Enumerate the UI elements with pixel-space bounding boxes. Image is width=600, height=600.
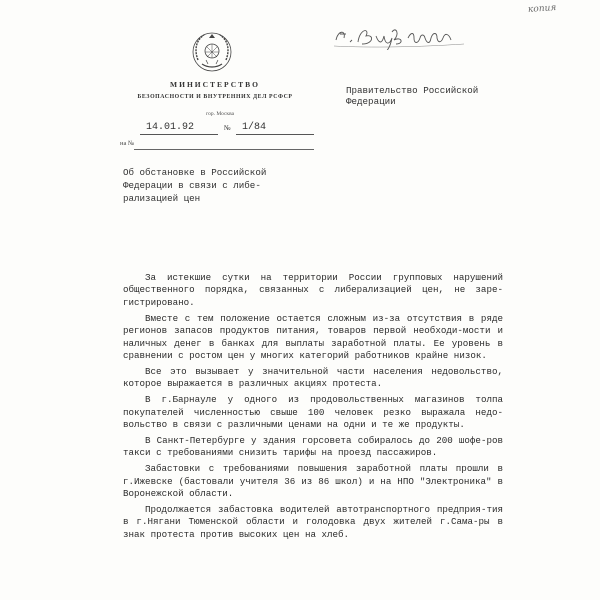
ministry-title: МИНИСТЕРСТВО bbox=[170, 80, 260, 89]
number-underline bbox=[236, 134, 314, 135]
body-paragraph: Все это вызывает у значительной части населения недовольство, которое выражается в различных акциях протеста. bbox=[123, 365, 503, 390]
ministry-subtitle: БЕЗОПАСНОСТИ И ВНУТРЕННИХ ДЕЛ РСФСР bbox=[137, 94, 293, 100]
number-sign: № bbox=[224, 124, 231, 132]
corner-note: копия bbox=[527, 3, 557, 15]
addressee-line: Федерации bbox=[346, 96, 396, 107]
body-paragraph: В г.Барнауле у одного из продовольственных магазинов толпа покупателей численностью свыше 100 человек резко выражала недо-вольство в связи с различными ценами на одни и те же продукты. bbox=[123, 394, 503, 430]
subject-line: Об обстановке в Российской bbox=[123, 167, 267, 178]
body-paragraph: Вместе с тем положение остается сложным из-за отсутствия в ряде регионов запасов продуктов питания, товаров первой необходи-мости и наличных денег в банках для выплаты заработной платы. Ее уровень в сравнении с ростом цен у многих категорий работников крайне низок. bbox=[123, 312, 503, 361]
city-label: гор. Москва bbox=[205, 111, 235, 117]
body-paragraph: Забастовки с требованиями повышения заработной платы прошли в г.Ижевске (бастовали учителя 36 из 86 школ) и на НПО "Электроника" в Воронежской области. bbox=[123, 463, 503, 499]
reference-row bbox=[120, 140, 320, 152]
state-emblem-icon bbox=[190, 30, 234, 74]
registration-date: 14.01.92 bbox=[146, 122, 195, 133]
reference-underline bbox=[134, 149, 314, 150]
registration-number: 1/84 bbox=[242, 122, 267, 133]
body-paragraph: В Санкт-Петербурге у здания горсовета собиралось до 200 шофе-ров такси с требованиями снизить тарифы на проезд пассажиров. bbox=[123, 434, 503, 459]
addressee-line: Правительство Российской bbox=[346, 85, 479, 96]
registration-row bbox=[120, 122, 320, 136]
letter-body bbox=[123, 272, 503, 545]
date-underline bbox=[140, 134, 218, 135]
addressee-block bbox=[346, 85, 506, 107]
subject-line: рализацией цен bbox=[123, 193, 201, 204]
subject-line: Федерации в связи с либе- bbox=[123, 180, 261, 191]
body-paragraph: За истекшие сутки на территории России групповых нарушений общественного порядка, связанных с либерализацией цен, не заре-гистрировано. bbox=[123, 272, 503, 308]
handwritten-signature bbox=[330, 22, 470, 50]
body-paragraph: Продолжается забастовка водителей автотранспортного предприя-тия в г.Нягани Тюменской области и голодовка двух жителей г.Сама-ры в знак протеста против высоких цен на хлеб. bbox=[123, 503, 503, 540]
reference-label: на № bbox=[120, 140, 135, 147]
subject-block bbox=[123, 166, 283, 205]
